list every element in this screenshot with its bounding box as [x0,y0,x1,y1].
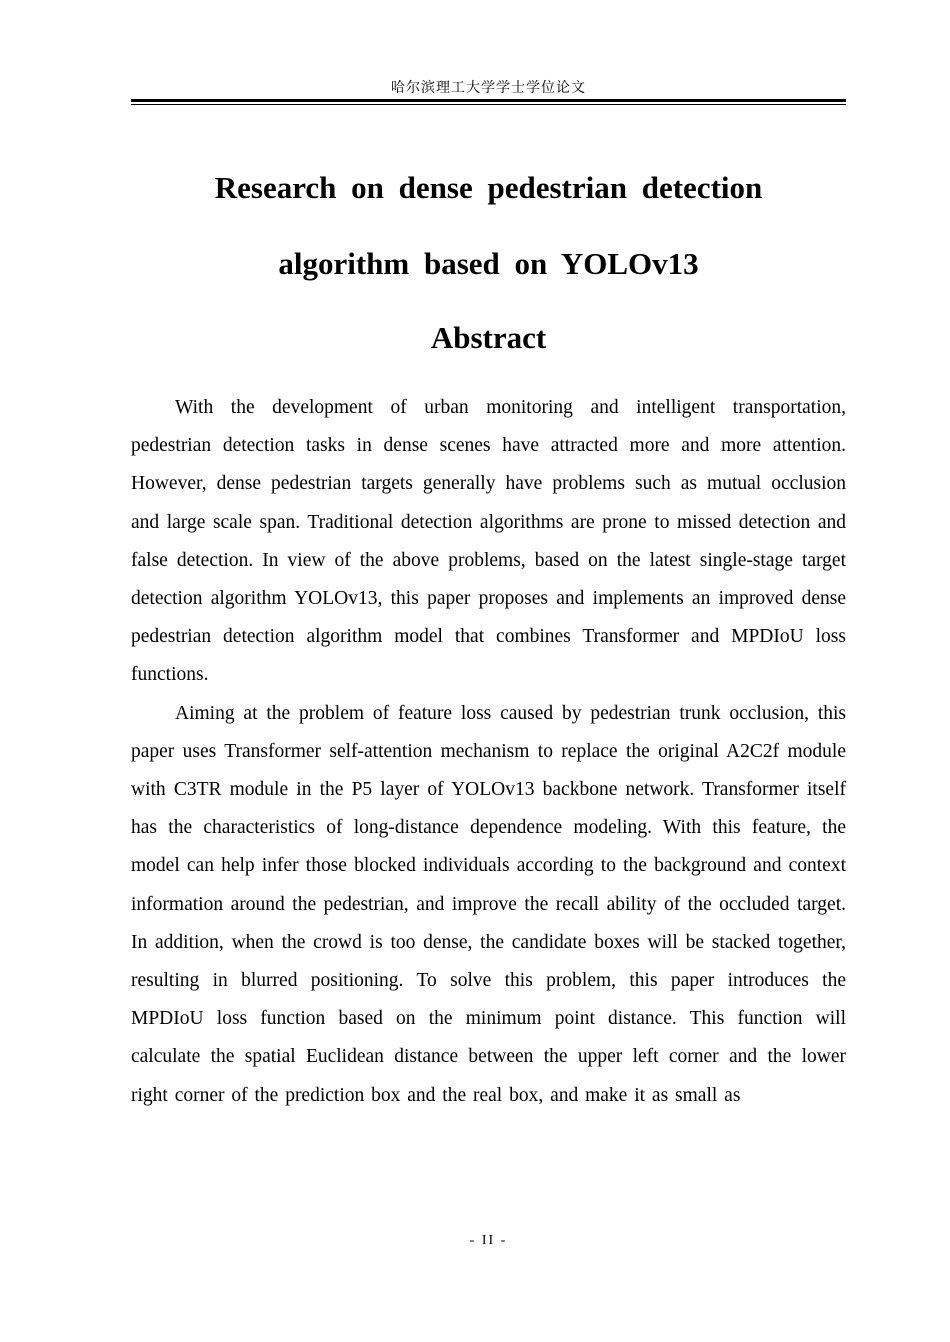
abstract-body [131,389,846,1115]
paper-title [131,150,846,302]
abstract-paragraph-2: Aiming at the problem of feature loss caused by pedestrian trunk occlusion, this paper uses Transformer self-attention mechanism to replace the original A2C2f module with C3TR module in the P5 layer of YOLOv13 backbone network. Transformer itself has the characteristics of long-distance dependence modeling. With this feature, the model can help infer those blocked individuals according to the background and context information around the pedestrian, and improve the recall ability of the occluded target. In addition, when the crowd is too dense, the candidate boxes will be stacked together, resulting in blurred positioning. To solve this problem, this paper introduces the MPDIoU loss function based on the minimum point distance. This function will calculate the spatial Euclidean distance between the upper left corner and the lower right corner of the prediction box and the real box, and make it as small as [131,702,846,1106]
header-rule-thin [131,104,846,105]
paper-title-line-2: algorithm based on YOLOv13 [278,246,699,281]
abstract-heading: Abstract [430,320,547,355]
running-header: 哈尔滨理工大学学士学位论文 [391,81,586,96]
abstract-paragraph-1: With the development of urban monitoring and intelligent transportation, pedestrian detection tasks in dense scenes have attracted more and more attention. However, dense pedestrian targets generally have problems such as mutual occlusion and large scale span. Traditional detection algorithms are prone to missed detection and false detection. In view of the above problems, based on the latest single-stage target detection algorithm YOLOv13, this paper proposes and implements an improved dense pedestrian detection algorithm model that combines Transformer and MPDIoU loss functions. [131,397,846,686]
thesis-page [131,0,846,1342]
header-rule-thick [131,99,846,102]
page-number: - II - [469,1233,508,1248]
paper-title-line-1: Research on dense pedestrian detection [214,170,763,205]
